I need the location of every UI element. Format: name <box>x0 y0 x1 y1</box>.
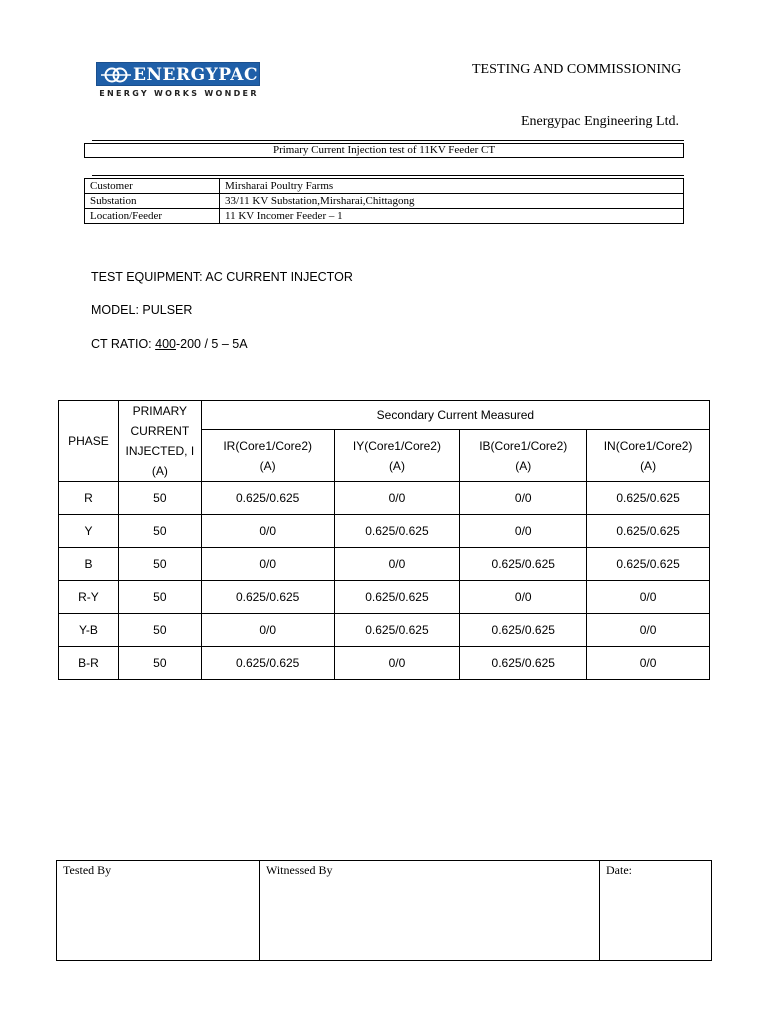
ct-ratio-selected: 400 <box>155 337 176 351</box>
info-row-location <box>85 209 684 224</box>
table-row <box>59 581 710 614</box>
header-iy <box>334 430 460 482</box>
header-primary-line: (A) <box>151 464 168 478</box>
cell-ib: 0/0 <box>460 482 587 515</box>
header-ir-label: IR(Core1/Core2) <box>223 438 313 453</box>
info-table <box>84 178 684 224</box>
cell-primary: 50 <box>118 482 201 515</box>
table-row <box>59 647 710 680</box>
cell-ir: 0.625/0.625 <box>201 581 334 614</box>
header-primary-current <box>118 401 201 482</box>
info-value: Mirsharai Poultry Farms <box>220 179 684 194</box>
cell-ir: 0.625/0.625 <box>201 482 334 515</box>
cell-ir: 0/0 <box>201 614 334 647</box>
ct-ratio-rest: -200 / 5 – 5A <box>175 337 248 351</box>
cell-phase: B <box>59 548 119 581</box>
cell-phase: Y-B <box>59 614 119 647</box>
cell-ib: 0/0 <box>460 581 587 614</box>
header-secondary-current: Secondary Current Measured <box>201 401 709 430</box>
cell-primary: 50 <box>118 614 201 647</box>
info-row-customer <box>85 179 684 194</box>
cell-ib: 0.625/0.625 <box>460 614 587 647</box>
cell-iy: 0/0 <box>334 647 460 680</box>
info-label: Location/Feeder <box>85 209 220 224</box>
signature-table <box>56 860 712 961</box>
header-in <box>587 430 710 482</box>
info-row-substation <box>85 194 684 209</box>
test-equipment-line: TEST EQUIPMENT: AC CURRENT INJECTOR <box>91 270 353 284</box>
cell-iy: 0/0 <box>334 548 460 581</box>
cell-primary: 50 <box>118 548 201 581</box>
tested-by-cell: Tested By <box>57 861 260 961</box>
header-ib <box>460 430 587 482</box>
results-table <box>58 400 710 680</box>
table-header-row <box>59 401 710 430</box>
model-line: MODEL: PULSER <box>91 303 193 317</box>
cell-ib: 0.625/0.625 <box>460 647 587 680</box>
table-row <box>59 515 710 548</box>
signature-row <box>57 861 712 961</box>
company-logo <box>96 62 262 100</box>
cell-iy: 0/0 <box>334 482 460 515</box>
header-in-label: IN(Core1/Core2) <box>603 438 693 453</box>
divider-line <box>92 175 684 176</box>
cell-iy: 0.625/0.625 <box>334 515 460 548</box>
ct-ratio-prefix: CT RATIO: <box>91 337 156 351</box>
cell-ir: 0.625/0.625 <box>201 647 334 680</box>
cell-in: 0.625/0.625 <box>587 482 710 515</box>
document-title: Primary Current Injection test of 11KV Feeder CT <box>84 143 684 158</box>
info-label: Substation <box>85 194 220 209</box>
table-row <box>59 548 710 581</box>
header-phase: PHASE <box>59 401 119 482</box>
logo-badge <box>96 62 260 86</box>
company-name: Energypac Engineering Ltd. <box>521 114 679 129</box>
logo-tagline: ENERGY WORKS WONDER <box>99 89 259 98</box>
cell-in: 0/0 <box>587 647 710 680</box>
header-iy-label: IY(Core1/Core2) <box>352 438 441 453</box>
cell-in: 0/0 <box>587 581 710 614</box>
header-unit: (A) <box>640 458 657 473</box>
cell-ib: 0.625/0.625 <box>460 548 587 581</box>
cell-in: 0.625/0.625 <box>587 515 710 548</box>
header-title: TESTING AND COMMISSIONING <box>472 62 682 77</box>
header-ib-label: IB(Core1/Core2) <box>479 438 568 453</box>
logo-rings-icon <box>101 66 131 84</box>
info-value: 11 KV Incomer Feeder – 1 <box>220 209 684 224</box>
cell-in: 0/0 <box>587 614 710 647</box>
table-row <box>59 482 710 515</box>
cell-phase: R-Y <box>59 581 119 614</box>
header-unit: (A) <box>515 458 532 473</box>
cell-phase: R <box>59 482 119 515</box>
header-ir <box>201 430 334 482</box>
cell-primary: 50 <box>118 647 201 680</box>
cell-primary: 50 <box>118 581 201 614</box>
divider-line <box>92 140 684 141</box>
cell-in: 0.625/0.625 <box>587 548 710 581</box>
ct-ratio-line <box>91 337 248 351</box>
info-label: Customer <box>85 179 220 194</box>
header-primary-line: PRIMARY <box>132 404 188 418</box>
header-unit: (A) <box>388 458 405 473</box>
info-value: 33/11 KV Substation,Mirsharai,Chittagong <box>220 194 684 209</box>
table-row <box>59 614 710 647</box>
cell-phase: B-R <box>59 647 119 680</box>
cell-primary: 50 <box>118 515 201 548</box>
witnessed-by-cell: Witnessed By <box>260 861 600 961</box>
header-primary-line: INJECTED, I <box>125 444 195 458</box>
logo-brand-name: ENERGYPAC <box>133 65 259 85</box>
cell-phase: Y <box>59 515 119 548</box>
cell-iy: 0.625/0.625 <box>334 581 460 614</box>
header-unit: (A) <box>259 458 276 473</box>
header-primary-line: CURRENT <box>130 424 190 438</box>
date-cell: Date: <box>600 861 712 961</box>
cell-iy: 0.625/0.625 <box>334 614 460 647</box>
cell-ir: 0/0 <box>201 515 334 548</box>
cell-ir: 0/0 <box>201 548 334 581</box>
cell-ib: 0/0 <box>460 515 587 548</box>
